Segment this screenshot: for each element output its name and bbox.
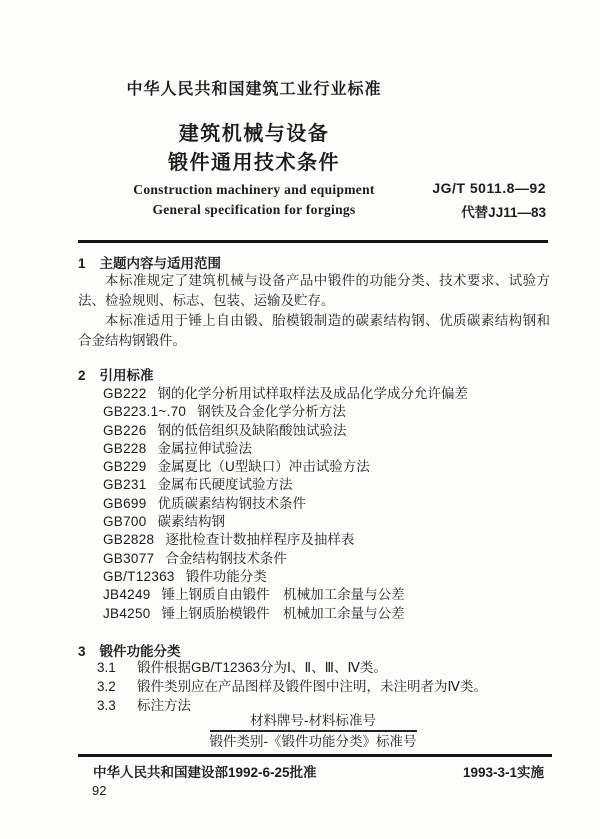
standard-category-title: 中华人民共和国建筑工业行业标准: [126, 81, 382, 98]
clause-text: 锻件根据GB/T12363分为Ⅰ、Ⅱ、Ⅲ、Ⅳ类。: [137, 660, 387, 675]
list-item: [103, 440, 468, 458]
clause-item: [78, 678, 550, 697]
clause-number: 3.1: [97, 660, 116, 675]
reference-title: 金属拉伸试验法: [157, 440, 253, 456]
formula-denominator: 锻件类别-《锻件功能分类》标准号: [209, 734, 417, 749]
section3-title: 锻件功能分类: [99, 644, 181, 659]
document-title-cn-line2: 锻件通用技术条件: [168, 152, 340, 174]
section1-title: 主题内容与适用范围: [99, 256, 222, 271]
list-item: [103, 495, 468, 513]
reference-title: 锤上钢质胎模锻件 机械加工余量与公差: [161, 605, 405, 621]
approval-statement: 中华人民共和国建设部1992-6-25批准: [93, 765, 317, 780]
reference-code: GB222: [103, 386, 147, 401]
formula-numerator: 材料牌号-材料标准号: [210, 712, 417, 732]
section3-clauses: [78, 659, 550, 715]
reference-code: GB699: [103, 495, 147, 511]
list-item: [103, 550, 468, 568]
reference-code: GB223.1~.70: [103, 404, 187, 420]
list-item: [103, 513, 468, 531]
section1-body: [78, 271, 550, 351]
reference-title: 金属布氏硬度试验方法: [157, 477, 293, 493]
list-item: [103, 385, 468, 403]
section3-number: 3: [78, 644, 86, 659]
list-item: [103, 476, 468, 494]
reference-title: 优质碳素结构钢技术条件: [157, 495, 307, 511]
reference-code: JB4249: [103, 587, 151, 603]
reference-code: GB231: [103, 477, 147, 493]
reference-code: GB226: [103, 422, 147, 438]
reference-code: GB2828: [103, 532, 155, 548]
reference-code: GB700: [103, 514, 147, 530]
list-item: [103, 586, 468, 604]
list-item: [103, 403, 468, 421]
reference-title: 合金结构钢技术条件: [165, 550, 287, 566]
page-number: 92: [92, 783, 107, 798]
footer-divider-rule: [78, 754, 552, 757]
reference-title: 逐批检查计数抽样程序及抽样表: [165, 532, 355, 548]
document-title-cn-line1: 建筑机械与设备: [178, 123, 330, 145]
reference-code: JB4250: [103, 605, 151, 621]
reference-title: 碳素结构钢: [157, 514, 226, 530]
designation-formula: [78, 712, 548, 751]
reference-title: 钢的低倍组织及缺陷酸蚀试验法: [157, 422, 347, 438]
implementation-date: 1993-3-1实施: [462, 765, 544, 780]
section3-heading: [78, 640, 181, 660]
clause-text: 标注方法: [137, 697, 191, 713]
reference-code: GB229: [103, 459, 147, 475]
reference-standards-list: [103, 385, 468, 623]
clause-number: 3.3: [97, 697, 116, 713]
reference-title: 钢铁及合金化学分析方法: [197, 404, 346, 420]
list-item: [103, 422, 468, 440]
section1-number: 1: [78, 256, 86, 271]
reference-code: GB228: [103, 440, 147, 456]
section2-heading: [78, 364, 154, 384]
section1-heading: [78, 252, 221, 272]
document-title-en-line2: General specification for forgings: [152, 202, 356, 217]
section2-title: 引用标准: [99, 368, 154, 383]
replaced-standard: 代替JJ11—83: [461, 205, 546, 220]
list-item: [103, 458, 468, 476]
reference-title: 金属夏比（U型缺口）冲击试验方法: [157, 459, 370, 475]
reference-code: GB/T12363: [103, 568, 175, 584]
header-divider-rule: [78, 240, 548, 243]
list-item: [103, 531, 468, 549]
standard-number: JG/T 5011.8—92: [432, 180, 546, 196]
document-title-en-line1: Construction machinery and equipment: [133, 182, 375, 197]
reference-title: 钢的化学分析用试样取样法及成品化学成分允许偏差: [157, 386, 469, 401]
reference-title: 锤上钢质自由锻件 机械加工余量与公差: [161, 587, 405, 603]
reference-code: GB3077: [103, 550, 155, 566]
clause-number: 3.2: [97, 678, 116, 694]
section1-paragraph-2: 本标准适用于锤上自由锻、胎模锻制造的碳素结构钢、优质碳素结构钢和合金结构钢锻件。: [78, 313, 550, 348]
clause-item: [78, 659, 550, 678]
section2-number: 2: [78, 368, 86, 383]
reference-title: 锻件功能分类: [185, 568, 267, 584]
list-item: [103, 605, 468, 623]
clause-text: 锻件类别应在产品图样及锻件图中注明，未注明者为Ⅳ类。: [137, 678, 487, 694]
list-item: [103, 568, 468, 586]
section1-paragraph-1: 本标准规定了建筑机械与设备产品中锻件的功能分类、技术要求、试验方法、检验规则、标志、包装、运输及贮存。: [78, 273, 550, 308]
